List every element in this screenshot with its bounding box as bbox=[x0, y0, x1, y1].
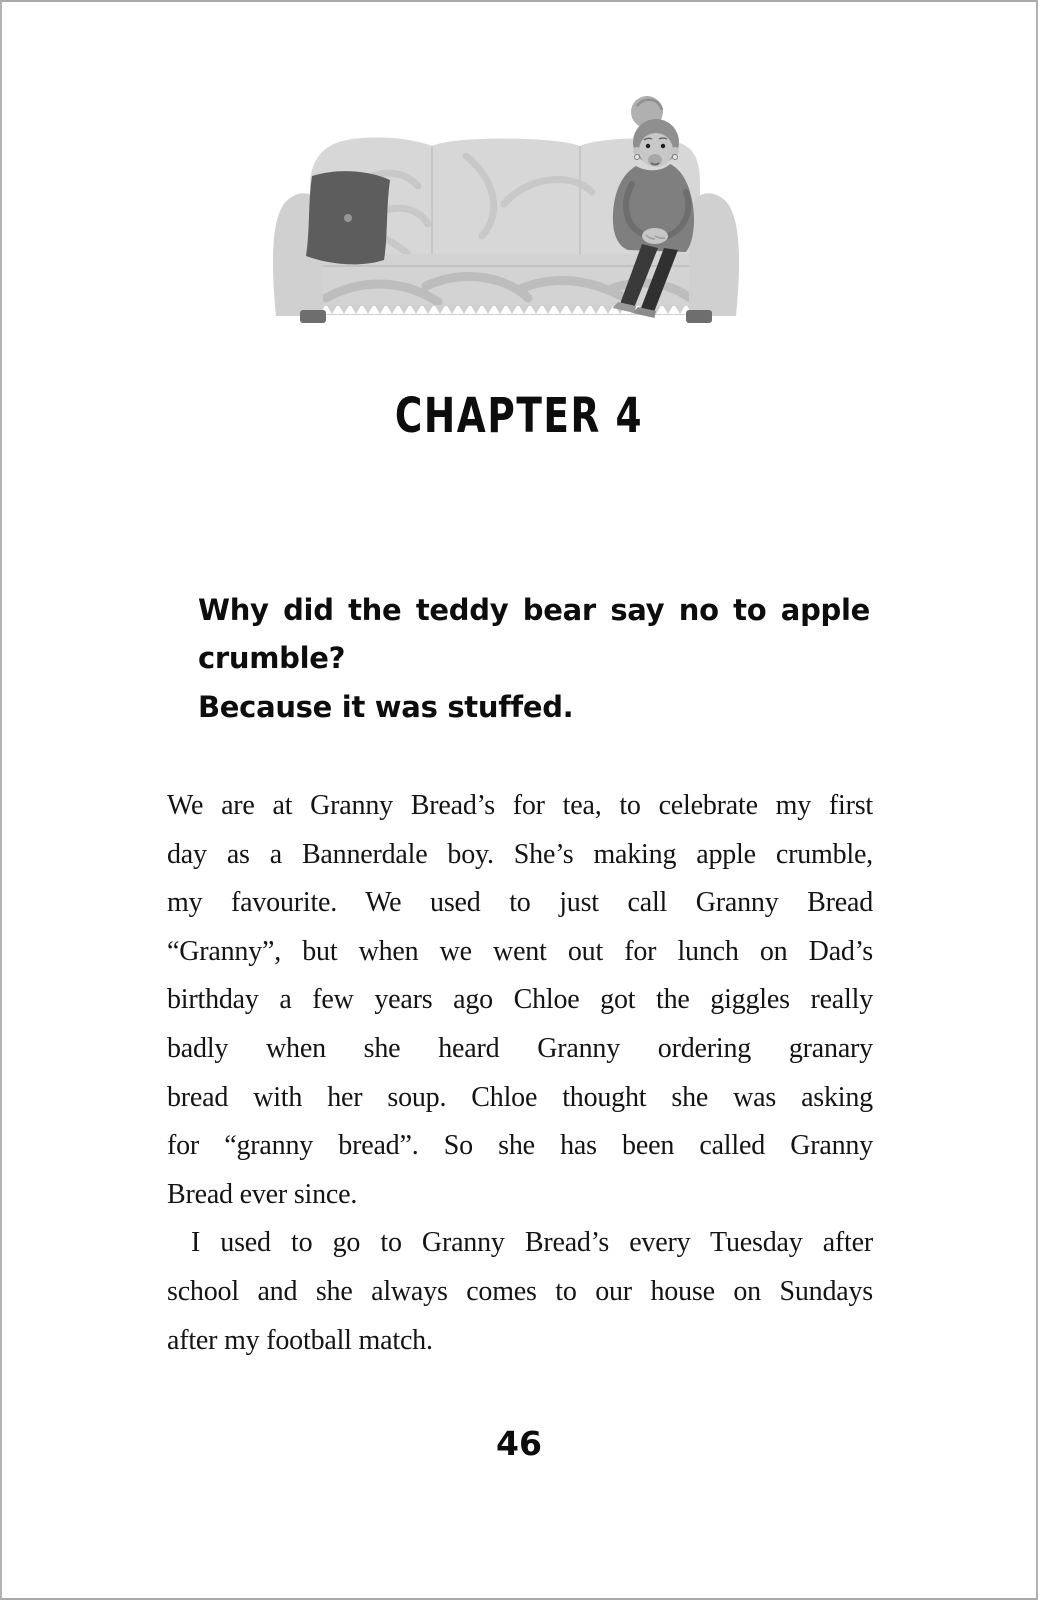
text-line: “Granny”, but when we went out for lunch on Dad’s bbox=[167, 935, 873, 967]
page-number: 46 bbox=[496, 1424, 542, 1463]
joke-line: crumble? bbox=[198, 641, 346, 676]
text-line: badly when she heard Granny ordering granary bbox=[167, 1032, 873, 1064]
text-line: bread with her soup. Chloe thought she was asking bbox=[167, 1081, 873, 1113]
text-line: Bread ever since. bbox=[167, 1178, 358, 1210]
text-line: day as a Bannerdale boy. She’s making apple crumble, bbox=[167, 838, 873, 870]
granny-on-sofa-illustration bbox=[266, 84, 746, 328]
joke-line: Why did the teddy bear say no to apple bbox=[198, 593, 870, 627]
text-line: for “granny bread”. So she has been called Granny bbox=[167, 1130, 873, 1162]
sofa-cushion bbox=[306, 171, 390, 264]
text-line: school and she always comes to our house on Sundays bbox=[167, 1275, 873, 1307]
text-line: We are at Granny Bread’s for tea, to celebrate my first bbox=[167, 790, 873, 821]
text-line: after my football match. bbox=[167, 1324, 433, 1356]
text-line: birthday a few years ago Chloe got the giggles really bbox=[167, 984, 873, 1016]
sofa-foot-left bbox=[300, 310, 326, 323]
chapter-heading: CHAPTER 4 bbox=[394, 388, 644, 444]
sofa-right-arm bbox=[689, 193, 739, 316]
text-line: my favourite. We used to just call Granny Bread bbox=[167, 887, 873, 919]
chapter-joke bbox=[198, 586, 870, 731]
sofa-foot-right bbox=[686, 310, 712, 323]
body-text bbox=[167, 782, 873, 1365]
text-line: I used to go to Granny Bread’s every Tuesday after bbox=[191, 1227, 873, 1259]
joke-line: Because it was stuffed. bbox=[198, 689, 574, 724]
